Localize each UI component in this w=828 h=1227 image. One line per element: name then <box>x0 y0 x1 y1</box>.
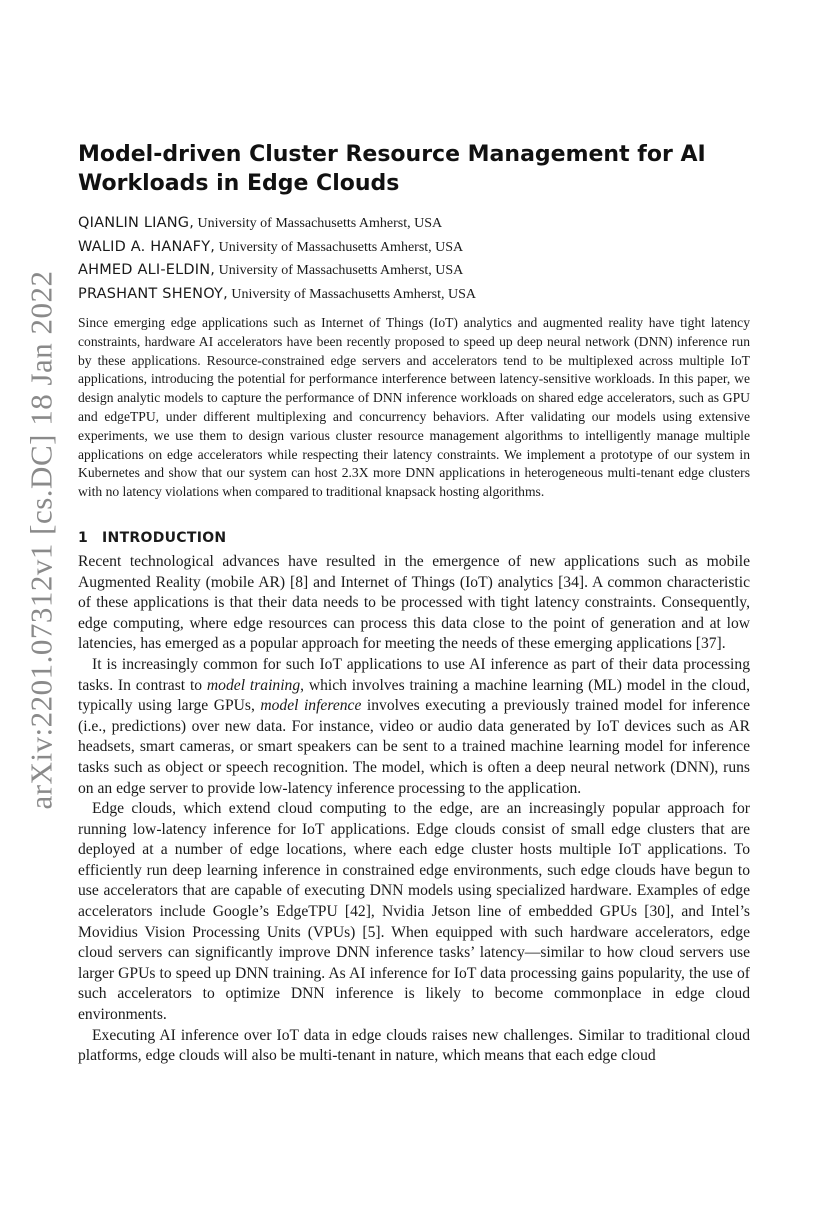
title-line-2: Workloads in Edge Clouds <box>78 171 400 196</box>
paper-page <box>78 140 750 1067</box>
arxiv-sidebar-stamp <box>12 240 72 840</box>
author-affiliation: University of Massachusetts Amherst, USA <box>227 286 476 302</box>
body-paragraph-2 <box>78 655 750 799</box>
paper-title <box>78 140 750 198</box>
paragraph-text: , which involves training a machine learning (ML) model in the cloud, typically using large GPUs, <box>78 676 750 715</box>
emphasis-model-training: model training <box>206 676 301 694</box>
author-name: QIANLIN LIANG, <box>78 215 195 231</box>
paragraph-text: involves executing a previously trained model for inference (i.e., predictions) over new data. For instance, video or audio data generated by IoT devices such as AR headsets, smart cameras, or smart speakers can be sent to a trained machine learning model for inference tasks such as object or speech recognition. The model, which is often a deep neural network (DNN), runs on an edge server to provide low-latency inference processing to the application. <box>78 697 750 797</box>
body-paragraph-4: Executing AI inference over IoT data in edge clouds raises new challenges. Similar to traditional cloud platforms, edge clouds will also be multi-tenant in nature, which means that each edge cloud <box>78 1026 750 1065</box>
author-entry <box>78 283 750 307</box>
author-entry <box>78 236 750 260</box>
paragraph-text: It is increasingly common for such IoT applications to use AI inference as part of their data processing tasks. In contrast to <box>78 655 750 694</box>
author-name: AHMED ALI-ELDIN, <box>78 262 216 278</box>
author-entry <box>78 212 750 236</box>
author-name: PRASHANT SHENOY, <box>78 285 228 302</box>
body-paragraph-3: Edge clouds, which extend cloud computing to the edge, are an increasingly popular approach for running low-latency inference for IoT applications. Edge clouds consist of small edge clusters that are deployed at a number of edge locations, where each edge cluster hosts multiple IoT applications. To efficiently run deep learning inference in constrained edge environments, such edge clouds have begun to use accelerators that are capable of executing DNN models using specialized hardware. Examples of edge accelerators include Google’s EdgeTPU [42], Nvidia Jetson line of embedded GPUs [30], and Intel’s Movidius Vision Processing Units (VPUs) [5]. When equipped with such hardware accelerators, edge cloud servers can significantly improve DNN inference tasks’ latency—similar to how cloud servers use larger GPUs to speed up DNN training. As AI inference for IoT data processing gains popularity, the use of such accelerators to optimize DNN inference is likely to become commonplace in edge cloud environments. <box>78 800 750 1024</box>
section-number: 1 <box>78 529 89 546</box>
emphasis-model-inference: model inference <box>260 697 362 715</box>
author-entry <box>78 259 750 283</box>
arxiv-identifier-text: arXiv:2201.07312v1 [cs.DC] 18 Jan 2022 <box>24 270 59 810</box>
author-name: WALID A. HANAFY, <box>78 238 216 255</box>
abstract: Since emerging edge applications such as Internet of Things (IoT) analytics and augmented reality have tight latency constraints, hardware AI accelerators have been recently proposed to speed up deep neural network (DNN) inference run by these applications. Resource-constrained edge servers and accelerators tend to be multiplexed across multiple IoT applications, introducing the potential for performance interference between latency-sensitive workloads. In this paper, we design analytic models to capture the performance of DNN inference workloads on shared edge accelerators, such as GPU and edgeTPU, under different multiplexing and concurrency behaviors. After validating our models using extensive experiments, we use them to design various cluster resource management algorithms to intelligently manage multiple applications on edge accelerators while respecting their latency constraints. We implement a prototype of our system in Kubernetes and show that our system can host 2.3X more DNN applications in heterogeneous multi-tenant edge clusters with no latency violations when compared to traditional knapsack hosting algorithms. <box>78 315 750 500</box>
body-paragraph-1: Recent technological advances have resulted in the emergence of new applications such as mobile Augmented Reality (mobile AR) [8] and Internet of Things (IoT) analytics [34]. A common characteristic of these applications is that their data needs to be processed with tight latency constraints. Consequently, edge computing, where edge resources can process this data close to the point of generation and at low latencies, has emerged as a popular approach for meeting the needs of these emerging applications [37]. <box>78 552 750 653</box>
author-affiliation: University of Massachusetts Amherst, USA <box>194 216 443 231</box>
section-title: INTRODUCTION <box>102 529 227 546</box>
author-affiliation: University of Massachusetts Amherst, USA <box>215 239 464 255</box>
author-affiliation: University of Massachusetts Amherst, USA <box>215 263 464 278</box>
author-list <box>78 212 750 306</box>
section-heading <box>78 530 750 546</box>
title-line-1: Model-driven Cluster Resource Management for AI <box>78 142 706 167</box>
